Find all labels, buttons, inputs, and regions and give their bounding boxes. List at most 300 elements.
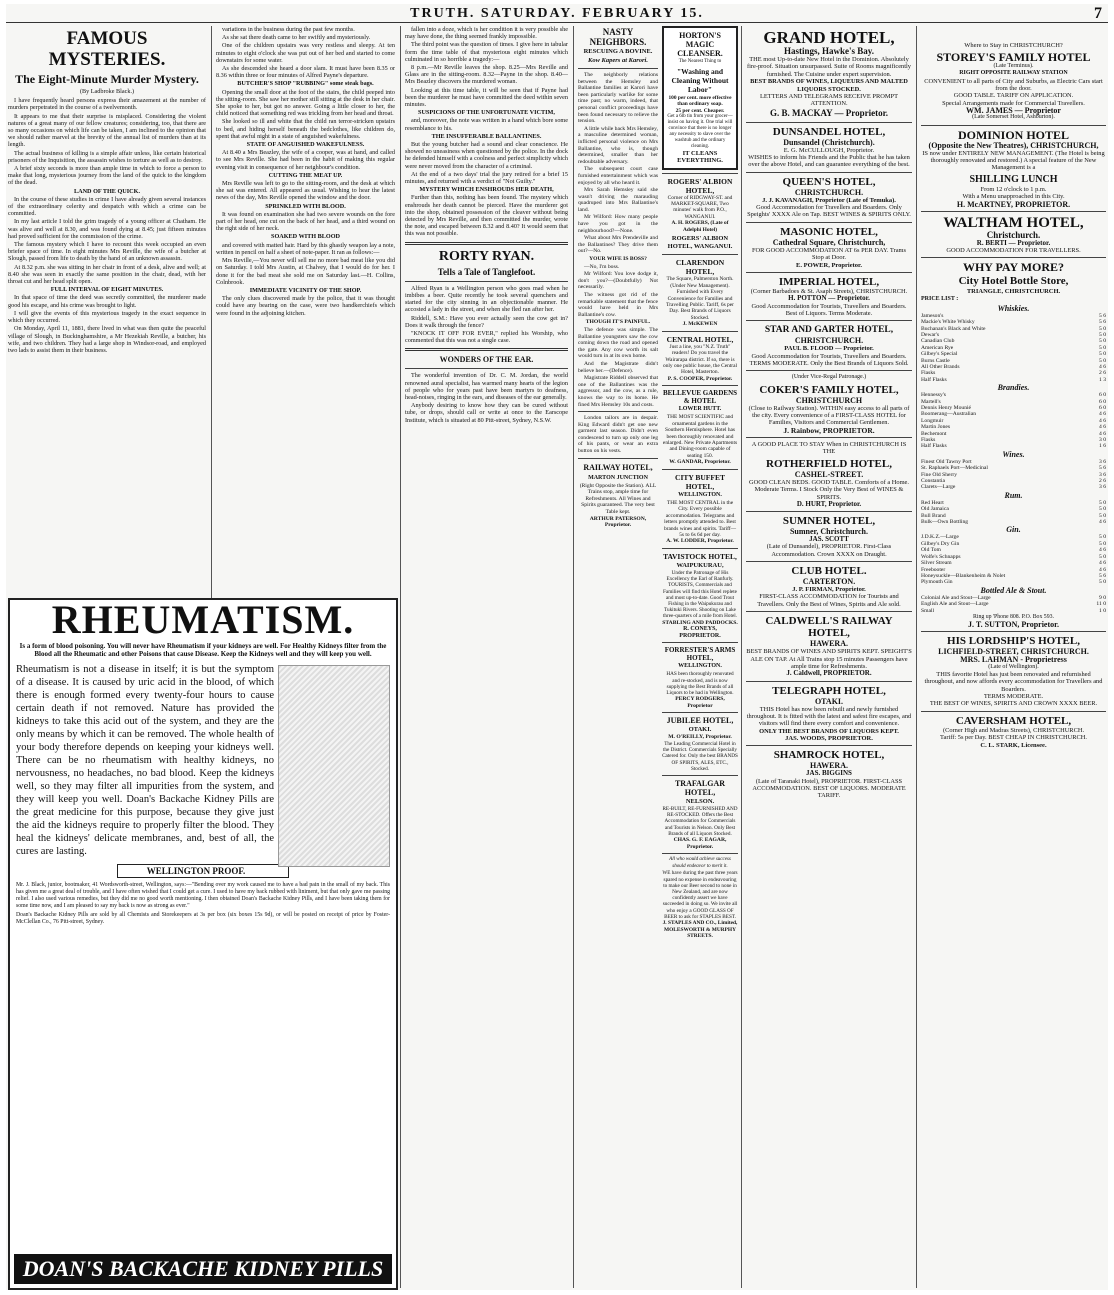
divider [746, 745, 912, 746]
hotel-location: (Corner Barbadoes & St. Asaph Streets), CHRISTCHURCH. [750, 287, 908, 295]
paragraph: I have frequently heard persons express their amazement at the number of murders perpetrated in the course of a twelvemonth. [8, 97, 206, 112]
hotel-proprietor: J. J. KAVANAGH, Proprietor (Late of Temuka). [762, 196, 896, 204]
price-item-price: 5 6 [1099, 465, 1106, 472]
ad-heading: All who would achieve success should endeavor to merit it. [669, 857, 731, 869]
hotel-location: OTAKI. [688, 726, 712, 734]
price-item-price: 4 6 [1099, 411, 1106, 418]
hotel-body: The Leading Commercial Hotel in the District. Commercials Specially Catered for. Only the best BRANDS OF SPIRITS, ALES, ETC., Stocked. [662, 740, 738, 772]
price-item-price: 5 0 [1099, 325, 1106, 332]
hotel-name: CALDWELL'S RAILWAY HOTEL, [765, 615, 893, 640]
ad-body: Get a 6lb tin from your grocer—insist on having it. One trial will convince that there is no longer any necessity to slave over the washtub and the ordinary cleaning. [667, 114, 733, 150]
hotel-line: STABLING AND PADDOCKS. [662, 619, 738, 626]
hotel-name: COKER'S FAMILY HOTEL, [759, 383, 899, 396]
paragraph: London tailors are in despair. King Edward didn't get one new garment last season. Didn't even condescend to turn up only one leg of his pants, or wear an extra button on his vests. [578, 415, 658, 455]
article-subtitle: Kow Kapers at Karori. [588, 57, 648, 64]
price-list-wines [921, 459, 1106, 491]
hotel-name: DOMINION HOTEL [957, 127, 1069, 142]
paragraph: The only clues discovered made by the police, that it was thought could have any bearing on the case, were two handkerchiefs which were found in the adjoining kitchen. [216, 295, 395, 317]
price-item-price: 5 0 [1099, 506, 1106, 513]
paragraph: Mr Wilford: How many people have you got in the neighbourhood?—None. [578, 214, 658, 234]
column-2 [216, 26, 395, 592]
hotel-body: The Square, Palmerston North. (Under New Management). Furnished with Every Convenience for Families and Travelling Public. Tariff, 6s per Day. Best Brands of Liquors Stocked. [666, 276, 734, 321]
price-item-price: 4 6 [1099, 417, 1106, 424]
divider [746, 122, 912, 123]
price-item-price: 2 6 [1099, 478, 1106, 485]
price-item-name: Old Tom [921, 547, 941, 554]
paragraph: and, moreover, the note was written in a hand which bore some resemblance to his. [405, 117, 568, 132]
price-item-name: Red Heart [921, 499, 944, 506]
paragraph: On Monday, April 11, 1881, there lived in what was then quite the peaceful village of Slough, in Buckinghamshire, a Mr Hezekiah Reville, a butcher, his wife, and two children. They had a large shop in Windsor-road, and employed two lads to assist them in their business. [8, 325, 206, 354]
hotel-name: CITY BUFFET HOTEL, [675, 472, 725, 491]
divider [578, 458, 658, 459]
hotel-proprietor: R. BERTI — Proprietor. [976, 238, 1051, 247]
paragraph: —No, I'm boss. [584, 263, 620, 270]
paragraph: At the end of a two days' trial the jury retired for a brief 15 minutes, and returned with a verdict of "Not Guilty." [405, 170, 568, 186]
paragraph: The third point was the question of times. I give here in tabular form the time table of that mysterious eight minutes which culminated in so horrible a tragedy:— [405, 41, 568, 63]
proof-footer: Doan's Backache Kidney Pills are sold by all Chemists and Storekeepers at 3s per box (six boxes 15s 9d), or will be posted on receipt of price by Foster-McClellan Co., 76 Pitt-street, Sydney. [16, 911, 390, 925]
price-item-price: 5 0 [1099, 553, 1106, 560]
hotel-line: TERMS MODERATE. [983, 692, 1044, 700]
price-item-price: 9 0 [1099, 594, 1106, 601]
hotel-location: CHRISTCHURCH. [794, 336, 864, 346]
price-section-heading: Whiskies. [997, 303, 1030, 313]
hotel-location: LICHFIELD-STREET, CHRISTCHURCH. [938, 647, 1089, 657]
divider [578, 411, 658, 412]
hotel-line: RIGHT OPPOSITE RAILWAY STATION [959, 70, 1068, 77]
subheading: IMMEDIATE VICINITY OF THE SHOP. [249, 286, 362, 294]
price-item-name: Colonial Ale and Stout—Large [921, 594, 991, 601]
price-item-price: 3 0 [1099, 437, 1106, 443]
hotel-proprietor: R. CONEYS, PROPRIETOR. [679, 626, 721, 639]
divider [662, 642, 738, 643]
hotel-location: WAIPUKURAU, [676, 561, 724, 569]
paragraph: The defence was simple. The Ballantine youngsters saw the cow coming down the road and opened the gate. Any cow worth its salt would turn in at its own home. [578, 326, 658, 360]
price-item-name: All Other Brands [921, 363, 960, 370]
hotel-body: THE MOST CENTRAL in the City. Every possible accommodation. Telegrams and letters promptly attended to. Best brands wines and spirits. Tariff—5s to 6s 6d per day. [663, 499, 737, 538]
hotel-name: QUEEN'S HOTEL, [782, 175, 876, 188]
hotel-location: (Late Terminus). [993, 63, 1034, 70]
paragraph: I will give the events of this mysterious tragedy in the exact sequence in which they occurred. [8, 309, 206, 325]
price-item-name: Freebooter [921, 566, 946, 573]
hotel-name: WALTHAM HOTEL, [943, 214, 1084, 231]
paragraph: Further than this, nothing has been found. The mystery which enshrouds her death cannot be pierced. Have the murderer got into the shop, obtained possession of the cleaver without being detected by Mrs Reville, and then committed the murder, wrote the note, and escaped between 8.32 and 8.40? It would seem that this was not possible. [405, 194, 568, 238]
price-list-rum [921, 500, 1106, 526]
price-section-heading: Bottled Ale & Stout. [980, 585, 1047, 595]
divider [662, 331, 738, 332]
paragraph: As she sat there death came to her swiftly and mysteriously. [222, 34, 371, 42]
price-item-price: 3 6 [1099, 471, 1106, 478]
price-item-name: Boomerang—Australian [921, 411, 976, 418]
contact-line: Ring up 'Phone 808. P.O. Box 593. [973, 613, 1054, 620]
divider [746, 561, 912, 562]
divider [921, 631, 1106, 632]
divider [746, 172, 912, 173]
hotel-proprietor: M. O'REILLY, Proprietor. [668, 734, 732, 741]
hotel-body: FOR GOOD ACCOMMODATION AT 6s PER DAY. Trams Stop at Door. [752, 246, 906, 262]
price-item-price: 4 6 [1099, 560, 1106, 567]
subheading: SPRINKLED WITH BLOOD. [265, 202, 346, 210]
price-item-name: American Rye [921, 344, 954, 351]
hotel-name: TRAFALGAR HOTEL, [674, 778, 726, 797]
price-item-name: J.D.K.Z.—Large [921, 534, 959, 541]
price-item-price: 2 6 [1099, 370, 1106, 377]
paragraph: What about Mrs Prendeville and the Ballantines? They drive them out?—No. [578, 235, 658, 255]
hotel-heading: A GOOD PLACE TO STAY When in CHRISTCHURCH IS THE [751, 440, 907, 456]
subheading: CUTTING THE MEAT UP. [268, 171, 343, 179]
hotel-line: THE BEST OF WINES, SPIRITS AND CROWN XXXX BEER. [929, 700, 1098, 708]
price-item-name: Half Flasks [921, 376, 947, 383]
subheading: BUTCHER'S SHOP "RUBBING" some steak bags. [237, 80, 374, 88]
hotel-name: STAR AND GARTER HOTEL, [764, 325, 894, 336]
hotel-body: (Late of Taranaki Hotel), PROPRIETOR. FIRST-CLASS ACCOMMODATION. BEST OF LIQUORS. MODERATE TARIFF. [752, 777, 906, 800]
hotel-line: SHILLING LUNCH [969, 173, 1058, 185]
hotel-body: (Right Opposite the Station). ALL Trains stop, ample time for Refreshments. All Wines and Spirits guaranteed. The very best Table kept. [579, 482, 657, 516]
hotel-location: CHRISTCHURCH [795, 395, 863, 405]
price-item-name: Bechemont [921, 430, 947, 437]
hotel-heading: (Under Vice-Regal Patronage.) [791, 374, 867, 381]
page-number: 7 [1094, 5, 1102, 22]
price-item-price: 5 0 [1099, 534, 1106, 541]
price-item-name: Silver Stream [921, 560, 952, 567]
article-subtitle: Tells a Tale of Tanglefoot. [437, 266, 536, 277]
hotel-location: Hastings, Hawke's Bay. [783, 46, 875, 56]
price-item-name: Flasks [921, 370, 936, 377]
price-item-name: Flasks [921, 437, 936, 443]
hotel-location: MARTON JUNCTION [588, 474, 648, 481]
divider [662, 254, 738, 255]
price-list-whiskies [921, 313, 1106, 383]
hotel-location: HAWERA. [809, 761, 848, 771]
divider [405, 368, 568, 369]
paragraph: Opening the small door at the foot of the stairs, the child peeped into the sitting-room. She saw her mother still sitting at the desk in her chair. She spoke to her, but got no answer. Going a little closer to her, the child noticed that something red was trickling from her head and throat. [216, 88, 395, 118]
hotel-proprietor: WM. JAMES — Proprietor [966, 106, 1061, 116]
price-item-name: Honeysuckle—Blankenheim & Nolet [921, 572, 1006, 579]
price-item-name: Dennis Henry Mounié [921, 404, 972, 411]
paragraph: Mrs Sarah Hemsley said she wasn't driving the marauding quadruped into Mrs Ballantine's land. [578, 187, 658, 213]
ad-title: WHY PAY MORE? [962, 260, 1065, 275]
paragraph: variations in the business during the past few months. [222, 26, 355, 33]
subheading: THE INSUFFERABLE BALLANTINES. [431, 132, 542, 140]
ad-line: 25 per cent. Cheaper. [675, 107, 725, 114]
price-item-name: Gilbey's Special [921, 351, 958, 358]
hotel-location: Christchurch. [986, 229, 1041, 240]
divider [746, 370, 912, 371]
divider [921, 257, 1106, 258]
paragraph: Mrs Reville,—You never will sell me no more bad meat like you did on Saturday. I told Mrs Austin, at Chalvey, that I would do for her. I done it for the bad meat she sold me on Saturday last.—H. Collins, Colnbrook. [216, 257, 395, 286]
hotel-location: Dunsandel (Christchurch). [783, 137, 875, 147]
hotel-proprietor: W. GANDAR, Proprietor. [669, 459, 731, 466]
column-4a [578, 26, 658, 1288]
newspaper-page [6, 4, 1108, 1290]
hotel-body: RE-BUILT, RE-FURNISHED AND RE-STOCKED. Offers the Best Accommodation for Commercials and Tourists in Nelson. Only Best Brands of all Liquors Stocked. [662, 805, 738, 837]
paragraph: At 8.32 p.m. she was sitting in her chair in front of a desk, alive and well; at 8.40 she was seen in exactly the same position in the chair, dead, with her throat cut and her head split open. [8, 263, 206, 286]
hotel-proprietor: H. POTTON — Proprietor. [788, 294, 870, 303]
hotel-location: CARTERTON. [802, 577, 856, 587]
divider [746, 511, 912, 512]
hotel-proprietor: E. POWER, Proprietor. [796, 261, 862, 269]
column-6 [921, 26, 1106, 1288]
hotel-proprietor: J. McKEWEN [682, 321, 718, 328]
hotel-location: OTAKI. [814, 696, 844, 706]
hotel-name: ROTHERFIELD HOTEL, [766, 457, 892, 470]
paragraph: And the Magistrate didn't believe her.—(Defence). [578, 360, 658, 374]
article-title: RORTY RYAN. [438, 248, 535, 264]
ad-line: 100 per cent. more effective than ordinary soap. [668, 94, 732, 108]
rheumatism-advertisement [8, 598, 398, 1290]
paragraph: A little while back Mrs Hemsley, a masculine determined woman, inflicted personal violence on Mrs Ballantine, who is, though determined, smaller than her redoubtable adversary. [578, 125, 658, 165]
price-item-name: St. Raphaels Port—Medicinal [921, 465, 988, 472]
hotel-location: WELLINGTON. [678, 663, 722, 670]
paragraph: In my last article I told the grim tragedy of a young officer at Chatham. He was alive and well at 8.30, and was found dying at 8.45; just fifteen minutes had proved sufficient for the commission of the crime. [8, 218, 206, 240]
hotel-body: Just a line, you "N.Z. Truth" readers! Do you travel the Wairarapa district. If so, there is only one public house, the Central Hotel, Masterton. [663, 343, 737, 376]
price-item-price: 5 0 [1099, 338, 1106, 345]
hotel-proprietor: A. W. LODDER, Proprietor. [666, 538, 734, 545]
paragraph: She looked so ill and white that the child ran terror-stricken upstairs to bed, and hiding herself beneath the bedclothes, like children do, spent that awful night in a state of anguished wakefulness. [216, 118, 395, 140]
subheading: STATE OF ANGUISHED WAKEFULNESS. [246, 141, 365, 149]
divider [921, 711, 1106, 712]
hotel-body: IS now under ENTIRELY NEW MANAGEMENT. (The Hotel is being thoroughly renovated and restored.) A special feature of the New Management is a [922, 149, 1105, 172]
hotel-name: FORRESTER'S ARMS HOTEL, [664, 646, 736, 663]
hotel-line: With a Menu unapproached in this City. [962, 193, 1065, 201]
paragraph: Mrs Reville was left to go to the sitting-room, and the desk at which she sat was entered. All appeared as usual. Wishing to hear the latest news of the day, Mrs Reville opened the window and the door. [216, 180, 395, 202]
article-title: FAMOUS MYSTERIES. [48, 28, 166, 70]
hotel-location: CASHEL-STREET. [794, 469, 864, 479]
price-item-price: 4 6 [1099, 430, 1106, 437]
hotel-name: IMPERIAL HOTEL, [778, 275, 880, 288]
price-item-price: 4 6 [1099, 547, 1106, 554]
hotel-body: FIRST-CLASS ACCOMMODATION for Tourists and Travellers. Only the Best of Wines, Spirits and Ale sold. [757, 593, 901, 608]
hotel-body: CONVENIENT to all parts of City and Suburbs, as Electric Cars start from the door. [924, 77, 1103, 93]
price-item-name: Martin Jones [921, 424, 951, 431]
ad-slogan: "Washing and Cleaning Without Labor" [671, 66, 729, 94]
column-rule [916, 26, 917, 1288]
price-item-name: Fine Old Sherry [921, 471, 958, 478]
paragraph: The actual business of killing is a simple affair unless, like certain historical prisoners of the Inquisition, the assassin wishes to torture as well as to destroy. [8, 149, 206, 164]
price-item-name: English Ale and Stout—Large [921, 601, 989, 608]
hotel-body: (Late of Dunsandel), PROPRIETOR. First-Class Accommodation. Crown XXXX on Draught. [766, 543, 892, 558]
price-item-name: Constantia [921, 478, 945, 485]
hotel-line: GOOD TABLE. TARIFF ON APPLICATION. [953, 92, 1074, 100]
divider [662, 853, 738, 854]
paragraph: One of the children upstairs was very restless and sleepy. At ten minutes to eight o'clock she was put out of her bed and started to come downstairs for some water. [216, 42, 395, 64]
paragraph: fallen into a doze, which is her condition it is very possible she may have done, the thing seemed frankly impossible. [405, 26, 568, 41]
price-item-price: 4 6 [1099, 363, 1106, 370]
hotel-body: Good Accommodation for Tourists, Travellers and Boarders. TERMS MODERATE. Only the Best Brands of Liquors Sold. [749, 352, 909, 367]
price-item-price: 5 0 [1099, 540, 1106, 547]
hotel-name: DUNSANDEL HOTEL, [772, 125, 886, 138]
price-item-name: Bulk—Own Bottling [921, 519, 969, 526]
hotel-name: JUBILEE HOTEL, [666, 716, 734, 726]
hotel-proprietor: PAUL B. FLOOD — Proprietor. [784, 345, 874, 353]
subheading: YOUR WIFE IS BOSS? [589, 256, 647, 263]
hotel-name: CLUB HOTEL. [791, 565, 867, 578]
subheading: THOUGH IT'S PAINFUL. [585, 319, 651, 326]
paragraph: The neighborly relations between the Hemsley and Ballantine families at Karori have been particularly warlike for some time past; no warm, indeed, that personal conflict proceedings have been found necessary to relieve the tension. [578, 72, 658, 125]
price-item-name: Canadian Club [921, 338, 955, 345]
divider [405, 348, 568, 351]
hotel-name: CLARENDON HOTEL, [675, 258, 725, 277]
byline: (By Ladbroke Black.) [79, 88, 135, 95]
price-item-price: 6 0 [1099, 392, 1106, 399]
price-list-bottled [921, 595, 1106, 614]
hotel-proprietor: E. G. McCULLOUGH, Proprietor. [783, 146, 875, 154]
hotel-proprietor: P. S. COOPER, Proprietor. [667, 375, 733, 382]
hotel-body: (Close to Railway Station). WITHIN easy access to all parts of the city. Every convenience of a FIRST-CLASS HOTEL for Families, Visitors and Commercial Gentlemen. [748, 404, 910, 427]
price-item-price: 5 0 [1099, 344, 1106, 351]
price-item-name: Small [921, 607, 935, 614]
price-item-price: 5 0 [1099, 351, 1106, 358]
hotel-proprietor: D. HURT, Proprietor. [796, 499, 862, 508]
hotel-location: (Corner High and Madras Streets), CHRISTCHURCH. [942, 726, 1085, 734]
hotel-proprietor: PERCY RODGERS, Proprietor [675, 696, 725, 709]
proof-body: Mr. J. Black, junior, bootmaker, 41 Wordsworth-street, Wellington, says:—"Bending over my work caused me to have a bad pain in the small of my back. This has given me a great deal of trouble, and I have often wished that I could get a cure. I used to have my back rubbed with liniment, but that only gave me passing relief. I also used various remedies, but they did me no good worth mentioning. I then obtained Doan's Backache Kidney Pills, and I have been taking them for some time now, and I am pleased to say my back is now as strong as ever." [16, 881, 390, 909]
hotel-body: Good Accommodation for Travellers and Boarders. Only Speights' XXXX Ale on Tap. BEST WINES & SPIRITS ONLY. [747, 204, 911, 219]
price-item-name: Old Jamaica [921, 506, 949, 513]
hotel-name: RAILWAY HOTEL, [583, 462, 653, 472]
divider [746, 681, 912, 682]
paragraph: A brief sixty seconds is more than ample time in which to force a person to make that long, mysterious journey from the land of the quick to the kingdom of the dead. [8, 165, 206, 187]
paragraph: The witness got rid of the remarkable statement that the fence would have held in Mrs Ballantine's cow. [578, 292, 658, 318]
column-5 [746, 26, 912, 1288]
hotel-name: CENTRAL HOTEL, [666, 334, 734, 344]
hotel-proprietor: J. Rainbow, PROPRIETOR. [783, 425, 875, 435]
hotel-name: STOREY'S FAMILY HOTEL [936, 50, 1091, 65]
price-item-price: 5 0 [1099, 331, 1106, 338]
price-item-price: 6 0 [1099, 404, 1106, 411]
hotel-location: WELLINGTON. [678, 491, 722, 498]
hotel-body: TOURISTS, Commercials and Families will find this Hotel replete and most up-to-date. Good Trout Fishing in the Waipukurau and Tukituki Rivers. Shooting on Lake three-quarters of a mile from Hotel. [662, 582, 738, 620]
hotel-body: Tariff: 5s per Day. BEST CHEAP IN CHRISTCHURCH. [940, 734, 1087, 742]
price-item-name: Half Flasks [921, 443, 947, 450]
paragraph: The wonderful invention of Dr. C. M. Jordan, the world renowned aural specialist, has warmed many hearts of the legion of people who for years past have been martyrs to deafness, head-noises, ringing in the ears, and diseases of the ear generally. [405, 372, 568, 401]
ad-body: WE have during the past three years spared no expense in endeavouring to make our Beer second to none in New Zealand, and are now confidently assert we have succeeded in doing so. We invite all who enjoy a GOOD GLASS OF BEER to ask for STAPLES BEST. [662, 870, 738, 920]
price-item-price: 1 6 [1099, 443, 1106, 450]
hotel-proprietor: JAS. BIGGINS [806, 769, 852, 778]
hotel-location: (Opposite the New Theatres), CHRISTCHURCH, [928, 140, 1099, 150]
paragraph: and covered with matted hair. Hard by this ghastly weapon lay a note, written in pencil on half a sheet of note-paper. It ran as follows:— [216, 241, 395, 256]
hotel-location: CHRISTCHURCH. [794, 187, 864, 197]
paragraph: Anybody desiring to know how they can be cured without tube, or drops, should call or write at once to the Earscope Institute, which is situated at 80 Pitt-street, Sydney, N.S.W. [405, 402, 568, 424]
hotel-location: Sumner, Christchurch. [789, 527, 868, 537]
paragraph: It appears to me that their surprise is misplaced. Considering the violent natures of a great many of our fellow creatures; considering, too, that there are so many occasions on which life can be taken, I am inclined to the opinion that we should rather marvel at the brevity of the annual list of murders than at its length. [8, 112, 206, 149]
hotel-body: THE MOST SCIENTIFIC and ornamental gardens in the Southern Hemisphere. Hotel has been thoroughly renovated and enlarged. New Private Apartments and Dining-room capable of seating 150. [662, 414, 738, 459]
ad-title: HORTON'S MAGIC CLEANSER. [677, 31, 723, 58]
divider [746, 272, 912, 273]
price-item-price: 4 6 [1099, 519, 1106, 526]
article-title: WONDERS OF THE EAR. [439, 355, 534, 365]
hotel-name: City Hotel Bottle Store, [958, 275, 1069, 288]
price-item-price: 6 0 [1099, 398, 1106, 405]
hortons-advertisement [662, 26, 738, 170]
hotel-location: NELSON. [685, 797, 715, 805]
hotel-proprietor: G. B. MACKAY — Proprietor. [769, 107, 889, 118]
masthead [6, 4, 1108, 23]
paragraph: The subsequent court case furnished entertainment which was enjoyed by all who heard it. [578, 166, 658, 186]
price-item-price: 5 6 [1099, 312, 1106, 319]
price-item-price: 5 6 [1099, 572, 1106, 579]
column-3 [405, 26, 568, 1288]
hotel-proprietor: CHAS. G. F. EAGAR, Proprietor. [673, 836, 727, 850]
hotel-proprietor: H. McARTNEY, PROPRIETOR. [956, 199, 1071, 209]
divider [662, 385, 738, 386]
divider [921, 125, 1106, 126]
price-item-price: 5 0 [1099, 499, 1106, 506]
hotel-body: Under the Patronage of His Excellency the Earl of Ranfurly. [666, 569, 734, 583]
column-rule [573, 26, 574, 1288]
price-item-price: 5 0 [1099, 357, 1106, 364]
paragraph: 8 p.m.—Mr Reville leaves the shop. 8.25—Mrs Reville and Glass are in the sitting-room. 8.32—Payne in the shop. 8.40—Mrs Beazley discovers the murdered woman. [405, 64, 568, 86]
column-rule [400, 26, 401, 1288]
divider [662, 712, 738, 713]
divider [662, 775, 738, 776]
ad-lead: Is a form of blood poisoning. You will never have Rheumatism if your kidneys are well. For Healthy Kidneys filter from the Blood all the Rheumatic and other Poisons that cause Disease. Keep the Kidneys well and they will keep you well. [19, 642, 387, 659]
price-item-price: 5 0 [1099, 579, 1106, 586]
paragraph: "KNOCK IT OFF FOR EVER," replied his Worship, who commented that this was not a single case. [405, 329, 568, 345]
paragraph: Riddell, S.M.: Have you ever actually seen the cow get in? Does it walk through the fence? [405, 314, 568, 329]
paragraph: In that space of time the deed was secretly committed, the murderer made good his escape, and his crime was brought to light. [8, 294, 206, 309]
price-section-heading: Brandies. [997, 383, 1030, 393]
divider [405, 242, 568, 245]
hotel-location: Cathedral Square, Christchurch, [772, 237, 886, 247]
hotel-body: THE most Up-to-date New Hotel in the Dominion. Absolutely fire-proof. Situation unsurpassed. Suite of Rooms magnificently furnished. The Cuisine under expert supervision. [746, 56, 911, 78]
ad-title: RHEUMATISM. [51, 598, 355, 642]
price-item-price: 5 6 [1099, 319, 1106, 326]
hotel-line: GOOD ACCOMMODATION FOR TRAVELLERS. [946, 247, 1081, 255]
proof-heading: WELLINGTON PROOF. [117, 864, 289, 878]
divider [746, 437, 912, 438]
divider [921, 211, 1106, 212]
paragraph: Alfred Ryan is a Wellington person who goes mad when he imbibes a beer. Quite recently he took several quenchers and started for the city sinning in an objectionable manner. He accosted a lady in the street, and when she fled ran after her. [405, 284, 568, 314]
divider [405, 281, 568, 282]
hotel-body: GOOD CLEAN BEDS. GOOD TABLE. Comforts of a Home. Moderate Terms. I Stock Only the Very Best of WINES & SPIRITS. [748, 478, 909, 501]
divider [746, 222, 912, 223]
divider [662, 469, 738, 470]
hotel-proprietor: A. H. ROGERS, (Late of Adelphi Hotel) [671, 220, 729, 233]
price-item-name: Jameson's [921, 312, 944, 319]
ad-body: Rheumatism is not a disease in itself; it is but the symptom of a disease. It is caused by uric acid in the blood, of which there is enough formed every twenty-four hours to cause certain death if not removed. Nature has provided the kidneys to take this acid out of the system, and they are the only means by which it can be removed. The whole health of your body therefore depends on keeping your kidneys well. There can be no rheumatism with healthy kidneys, no nervousness, no headaches, no bad blood. Keep the kidneys well, so they may filter all impurities from the system, and they will keep you well. Doan's Backache Kidney Pills are the great medicine for this purpose, because they give just the aid the kidneys require to properly filter the blood. They heal the kidneys' delicate membranes, and, best of all, the cures are lasting. [16, 663, 274, 857]
hotel-name: TAVISTOCK HOTEL, [663, 551, 737, 561]
paragraph: The famous mystery which I have to recount this week occupied an even briefer space of time. In eight minutes Mrs Reville, the wife of a butcher at Slough, passed from life to death by the hand of an unknown assassin. [8, 241, 206, 263]
hotel-proprietor: C. L. STARK, Licensee. [980, 741, 1047, 749]
hotel-line: From 12 o'clock to 1 p.m. [980, 185, 1047, 193]
price-item-name: Burns Castle [921, 357, 950, 364]
hotel-heading: Where to Stay in CHRISTCHURCH? [964, 42, 1063, 49]
paragraph: In the course of these studies in crime I have already given several instances of the extraordinary celerity and despatch with which a crime can be committed. [8, 195, 206, 218]
divider [746, 320, 912, 321]
price-list-brandies [921, 392, 1106, 450]
price-item-name: Clarets—Large [921, 484, 956, 491]
ad-footer: J. STAPLES AND CO., Limited, MOLESWORTH & MURPHY STREETS. [662, 919, 738, 940]
price-item-price: 1 0 [1099, 607, 1106, 614]
paragraph: As she descended she heard a door slam. It must have been 8.35 or 8.36 within three or four minutes of Alfred Payne's departure. [216, 65, 395, 80]
price-item-price: 3 6 [1099, 484, 1106, 491]
hotel-line: ONLY THE BEST BRANDS OF LIQUORS KEPT. [759, 727, 899, 735]
price-item-price: 11 0 [1096, 601, 1106, 608]
hotel-line: (Late of Wellington). [988, 663, 1039, 670]
hotel-name: SUMNER HOTEL, [782, 515, 876, 528]
hotel-proprietor: JAS. SCOTT [809, 535, 849, 544]
price-item-name: Plymouth Gin [921, 579, 953, 586]
price-item-name: Dewar's [921, 331, 940, 338]
column-rule [741, 26, 742, 1288]
hotel-line: (Late Somerset Hotel, Ashburton). [972, 114, 1055, 121]
price-item-name: Hennessy's [921, 392, 946, 399]
ad-footer: IT CLEANS EVERYTHING. [677, 150, 723, 164]
paragraph: Looking at this time table, it will be seen that if Payne had been the murderer he must have committed the deed within seven minutes. [405, 86, 568, 109]
article-subtitle: The Eight-Minute Murder Mystery. [15, 72, 199, 86]
price-item-name: Longmuir [921, 417, 944, 424]
hotel-name: GRAND HOTEL, [763, 28, 895, 47]
